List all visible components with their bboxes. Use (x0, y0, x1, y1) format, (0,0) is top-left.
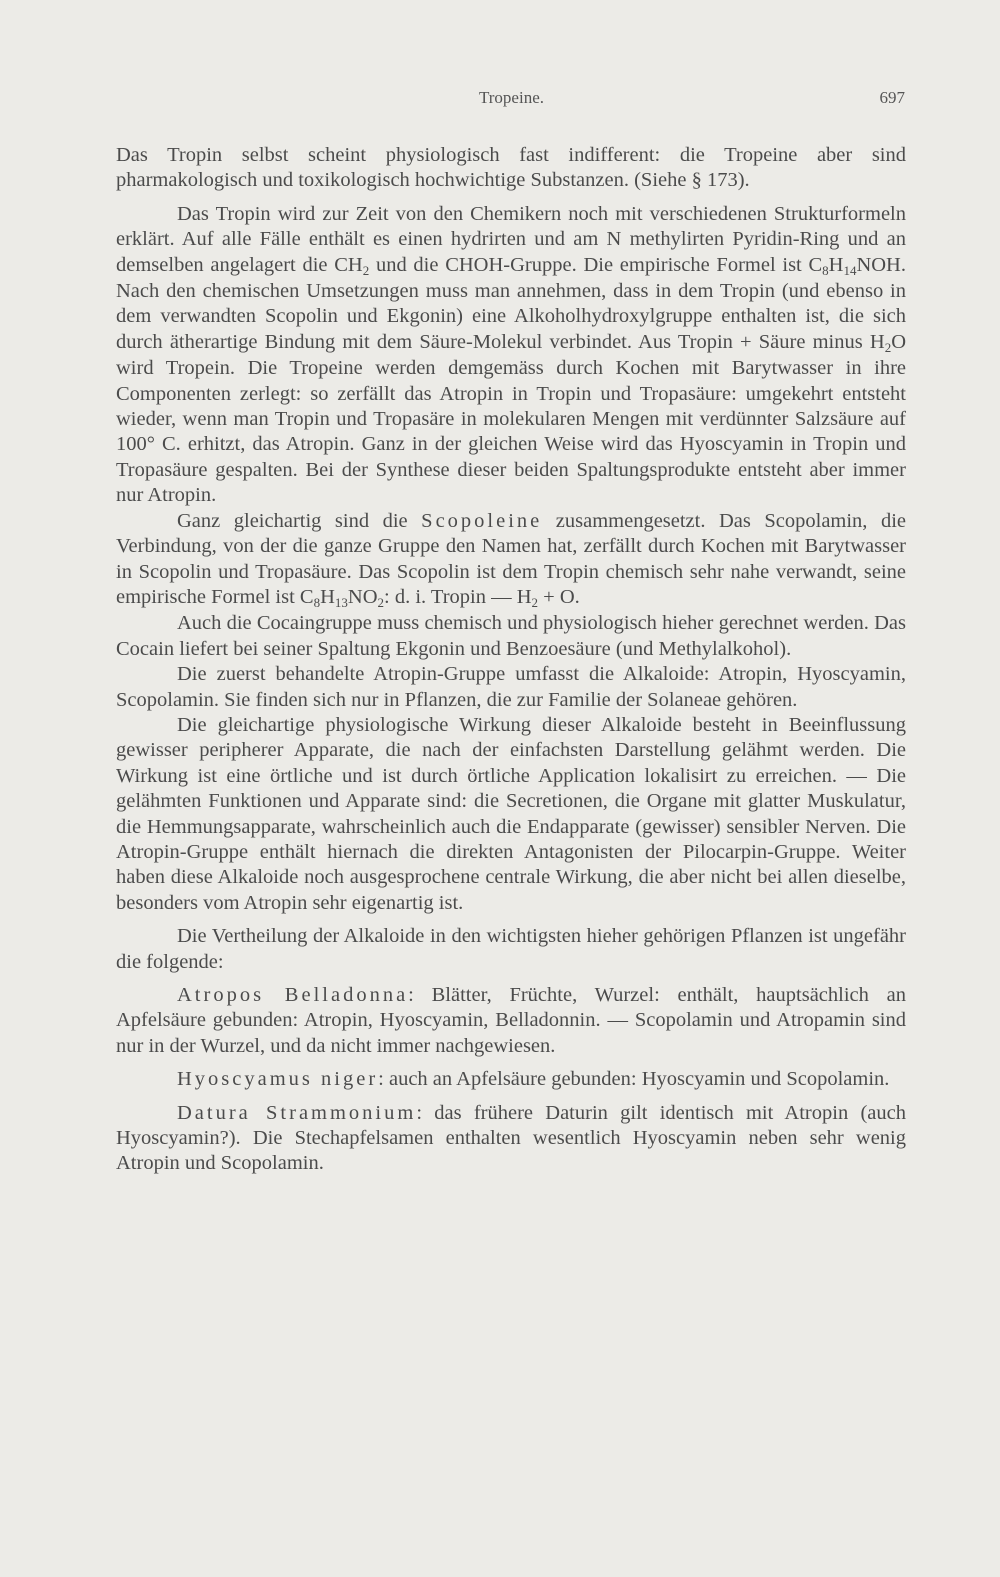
subscript: 2 (531, 594, 539, 610)
text-run: H (828, 253, 844, 276)
subscript: 8 (313, 594, 321, 610)
paragraph-9 (116, 1067, 906, 1092)
subscript: 2 (362, 262, 370, 278)
paragraph-4: Auch die Cocaingruppe muss chemisch und physiologisch hieher gerechnet werden. Das Cocain liefert bei seiner Spaltung Ekgonin und Benzoesäure (und Methylalkohol). (116, 612, 906, 660)
plant-name: Atropos Belladonna (177, 984, 409, 1006)
subscript: 14 (843, 262, 857, 278)
text-run: : das frühere Daturin gilt identisch mit Atropin (auch Hyoscyamin?). Die Stechapfelsamen enthalten wesentlich Hyoscyamin neben sehr wenig Atropin und Scopolamin. (116, 1101, 906, 1175)
text-run: Das Tropin wird zur Zeit von den Chemikern noch mit verschiedenen Strukturformeln erklärt. Auf alle Fälle enthält es einen hydrirten und am N methylirten Pyridin-Ring und an demselben angelagert die CH (116, 202, 906, 276)
page-number: 697 (879, 88, 905, 107)
text-run: Ganz gleichartig sind die (177, 509, 422, 532)
text-run: zusammengesetzt. Das Scopolamin, die Verbindung, von der die ganze Gruppe den Namen hat, zerfällt durch Kochen mit Barytwasser in Scopolin und Tropasäure. Das Scopolin ist dem Tropin chemisch sehr nahe verwandt, seine empirische Formel ist C (116, 509, 906, 608)
paragraph-6: Die gleichartige physiologische Wirkung dieser Alkaloide besteht in Beeinflussung gewisser peripherer Apparate, die nach der einfachsten Darstellung gelähmt werden. Die Wirkung ist eine örtliche und ist durch örtliche Application lokalisirt zu erreichen. — Die gelähmten Funktionen und Apparate sind: die Secretionen, die Organe mit glatter Muskulatur, die Hemmungsapparate, wahrscheinlich auch die Endapparate (gewisser) sensibler Nerven. Die Atropin-Gruppe enthält hiernach die direkten Antagonisten der Pilocarpin-Gruppe. Weiter haben diese Alkaloide noch ausgesprochene centrale Wirkung, die aber nicht bei allen dieselbe, besonders vom Atropin sehr eigenartig ist. (116, 713, 906, 914)
text-run: und die CHOH-Gruppe. Die empirische Formel ist C (369, 253, 823, 276)
text-run: : Blätter, Früchte, Wurzel: enthält, hauptsächlich an Apfelsäure gebunden: Atropin, Hyoscyamin, Belladonnin. — Scopolamin und Atropamin sind nur in der Wurzel, und da nicht immer nachgewiesen. (116, 984, 906, 1057)
plant-name: Hyoscyamus niger (177, 1068, 379, 1091)
running-header (118, 88, 905, 114)
text-run: NO (347, 585, 378, 608)
paragraph-7: Die Vertheilung der Alkaloide in den wichtigsten hieher gehörigen Pflanzen ist ungefähr die folgende: (116, 925, 906, 973)
text-run: O wird Tropein. Die Tropeine werden demgemäss durch Kochen mit Barytwasser in ihre Componenten zerlegt: so zerfällt das Atropin in Tropin und Tropasäure: umgekehrt entsteht wieder, wenn man Tropin und Tropasäre in molekularen Mengen mit verdünnter Salzsäure auf 100° C. erhitzt, das Atropin. Ganz in der gleichen Weise wird das Hyoscyamin in Tropin und Tropasäure gespalten. Bei der Synthese dieser beiden Spaltungsprodukte entsteht aber immer nur Atropin. (116, 330, 906, 507)
text-run: + O. (538, 585, 580, 608)
body-text (116, 143, 906, 1177)
text-run: : d. i. Tropin — H (384, 585, 532, 608)
paragraph-10 (116, 1101, 906, 1177)
subscript: 2 (884, 339, 892, 355)
paragraph-3 (116, 509, 906, 612)
subscript: 8 (822, 262, 829, 278)
paragraph-8 (116, 983, 906, 1059)
subscript: 13 (334, 594, 348, 610)
running-title: Tropeine. (478, 88, 544, 107)
paragraph-2 (116, 202, 906, 509)
subscript: 2 (377, 594, 384, 610)
paragraph-1: Das Tropin selbst scheint physiologisch fast indifferent: die Tropeine aber sind pharmakologisch und toxikologisch hochwichtige Substanzen. (Siehe § 173). (116, 144, 906, 192)
plant-name: Datura Strammonium (177, 1101, 417, 1124)
spaced-term: Scopoleine (421, 509, 543, 532)
paragraph-5: Die zuerst behandelte Atropin-Gruppe umfasst die Alkaloide: Atropin, Hyoscyamin, Scopolamin. Sie finden sich nur in Pflanzen, die zur Familie der Solaneae gehören. (116, 663, 906, 711)
text-run: NOH. Nach den chemischen Umsetzungen muss man annehmen, dass in dem Tropin (und ebenso in dem verwandten Scopolin und Ekgonin) eine Alkoholhydroxylgruppe enthalten ist, die sich durch ätherartige Bindung mit dem Säure-Molekul verbindet. Aus Tropin + Säure minus H (116, 253, 906, 353)
text-run: H (320, 585, 335, 608)
text-run: : auch an Apfelsäure gebunden: Hyoscyamin und Scopolamin. (378, 1068, 890, 1091)
